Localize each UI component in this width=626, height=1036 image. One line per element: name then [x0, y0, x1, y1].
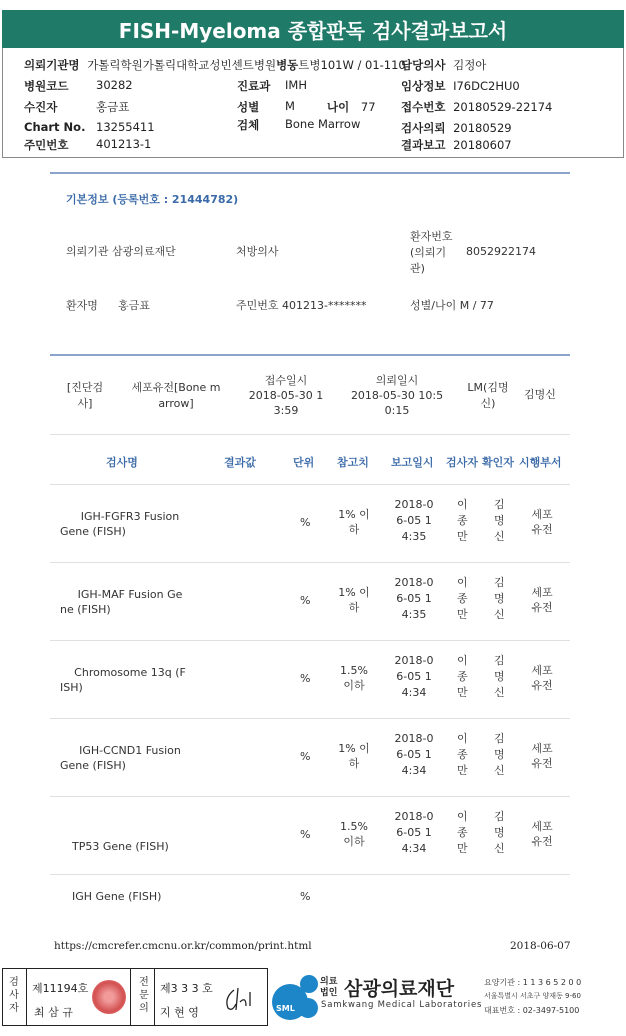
tester-char: 이: [457, 498, 468, 511]
tester-char: 이: [457, 732, 468, 745]
checker-char: 명: [494, 592, 505, 605]
report-date-cont: 6-05 1: [396, 748, 432, 761]
row-divider: [50, 484, 570, 485]
col-header-dept: 시행부서: [519, 456, 562, 469]
cyto-line2: arrow]: [158, 397, 194, 410]
print-date: 2018-06-07: [510, 940, 571, 952]
cyto-line1: 세포유전[Bone m: [131, 381, 221, 394]
col-header-ref: 참고치: [337, 456, 369, 469]
tester-char: 만: [457, 764, 468, 777]
ref-value: 1.5%: [340, 664, 368, 677]
patient-field: [24, 99, 130, 115]
lm-line1: LM(김명: [467, 381, 509, 394]
ref-value-cont: 하: [348, 757, 360, 770]
dept-value: 세포: [531, 820, 553, 833]
unit-value: %: [300, 750, 311, 763]
checker-char: 신: [494, 530, 505, 543]
report-date: 2018-0: [394, 498, 434, 511]
test-name: IGH-FGFR3 Fusion: [80, 510, 180, 523]
basic-info-title: 기본정보 (등록번호 : 21444782): [66, 193, 239, 206]
req-org-label: 의뢰기관명: [24, 58, 80, 72]
requested-line1: 2018-05-30 10:5: [350, 389, 444, 402]
tester-char: 이: [457, 810, 468, 823]
ref-value: 1% 이: [338, 508, 370, 521]
test-name-cont: ISH): [60, 681, 83, 694]
lm-line2: 신): [480, 397, 496, 410]
diag-line2: 사]: [77, 397, 93, 410]
logo-corp-line1: 의료: [320, 977, 338, 987]
logo-corp-line2: 법인: [320, 988, 338, 998]
received-datetime: [238, 374, 334, 418]
ward-label: 병동: [276, 58, 299, 72]
checker-char: 명: [494, 748, 505, 761]
row-divider: [50, 796, 570, 797]
seal-stamp-icon: [92, 980, 126, 1014]
doctor-label: 담당의사: [401, 58, 446, 72]
pt-no-label-line3: 관): [410, 262, 425, 275]
receipt-value: 20180529-22174: [453, 100, 553, 114]
role-char: 의: [139, 1003, 149, 1014]
row-divider: [50, 874, 570, 875]
checker-char: 신: [494, 608, 505, 621]
row-divider: [50, 640, 570, 641]
diag-category: [60, 381, 110, 411]
checker-char: 명: [494, 826, 505, 839]
requested-label: 의뢰일시: [375, 374, 419, 387]
prescriber-label: 처방의사: [236, 245, 279, 258]
logo-name-ko: 삼광의료재단: [344, 978, 455, 1000]
test-name: IGH-MAF Fusion Ge: [77, 588, 183, 601]
report-date: 2018-0: [394, 810, 434, 823]
tester-char: 만: [457, 842, 468, 855]
report-label: 결과보고: [401, 138, 446, 152]
report-date-cont: 4:34: [401, 764, 427, 777]
chart-value: 13255411: [96, 120, 155, 134]
col-header-unit: 단위: [293, 456, 315, 469]
unit-value: %: [300, 672, 311, 685]
checker-char: 명: [494, 514, 505, 527]
report-date-cont: 4:35: [401, 608, 427, 621]
checker-char: 김: [494, 732, 505, 745]
age-label: 나이: [327, 100, 350, 114]
print-url: https://cmcrefer.cmcnu.or.kr/common/print.html: [54, 940, 312, 952]
report-date-cont: 6-05 1: [396, 826, 432, 839]
dept-value-cont: 유전: [531, 835, 553, 848]
requested-datetime: [340, 374, 454, 418]
tester-char: 종: [457, 826, 468, 839]
receipt-field: [401, 99, 552, 115]
checker-char: 김: [494, 654, 505, 667]
pt-no-label-line1: 환자번호: [410, 230, 453, 243]
report-date: 2018-0: [394, 576, 434, 589]
test-name-cont: ne (FISH): [60, 603, 111, 616]
received-line2: 3:59: [273, 404, 299, 417]
unit-value: %: [300, 594, 311, 607]
role-specialist: [137, 977, 151, 1015]
section-divider: [50, 354, 570, 356]
clinical-field: [401, 78, 520, 94]
logo-code: 요양기관 : 1 1 3 6 5 2 0 0: [484, 978, 582, 987]
dept-label: 진료과: [237, 79, 271, 93]
dept-value: 세포: [531, 508, 553, 521]
hosp-code-field: [24, 78, 133, 94]
patient-name-value: 홍금표: [118, 299, 150, 312]
req-date-label: 검사의뢰: [401, 121, 446, 135]
report-date-cont: 6-05 1: [396, 670, 432, 683]
tester-char: 만: [457, 686, 468, 699]
doctor-field: [401, 57, 486, 73]
unit-value: %: [300, 890, 311, 903]
logo-corp: [320, 977, 337, 999]
req-date-field: [401, 120, 512, 136]
checker-char: 신: [494, 842, 505, 855]
dept-value: 세포: [531, 742, 553, 755]
role-char: 전: [139, 977, 149, 988]
ward-value: 트병101W / 01-110: [298, 58, 406, 72]
chart-field: [24, 120, 155, 134]
received-line1: 2018-05-30 1: [248, 389, 324, 402]
ref-value-cont: 이하: [343, 835, 365, 848]
patient-name-label: 환자명: [66, 299, 98, 312]
col-header-report-date: 보고일시: [391, 456, 434, 469]
requested-line2: 0:15: [384, 404, 410, 417]
ref-value: 1% 이: [338, 586, 370, 599]
tester-char: 이: [457, 576, 468, 589]
signature-icon: [222, 984, 258, 1014]
section-divider: [50, 172, 570, 174]
dept-value: 세포: [531, 586, 553, 599]
cyto-category: [124, 381, 228, 411]
tester-char: 종: [457, 592, 468, 605]
req-org-value: 가톨릭학원가톨릭대학교성빈센트병원: [87, 58, 277, 72]
checker-char: 김: [494, 498, 505, 511]
report-value: 20180607: [453, 138, 512, 152]
patient-value: 홍금표: [96, 100, 130, 114]
tester-char: 종: [457, 514, 468, 527]
col-header-checker: 확인자: [482, 456, 514, 469]
role-char: 문: [139, 990, 149, 1001]
sex-age: 성별/나이 M / 77: [410, 299, 494, 312]
specimen-label: 검체: [237, 118, 260, 132]
ref-value-cont: 하: [348, 601, 360, 614]
dept-field: [237, 78, 307, 94]
ref-value: 1% 이: [338, 742, 370, 755]
tester-char: 만: [457, 530, 468, 543]
dept-value: 세포: [531, 664, 553, 677]
report-date: 2018-0: [394, 654, 434, 667]
col-header-tester: 검사자: [446, 456, 478, 469]
report-date-cont: 4:34: [401, 842, 427, 855]
report-date: 2018-0: [394, 732, 434, 745]
receipt-label: 접수번호: [401, 100, 446, 114]
dept-value-cont: 유전: [531, 679, 553, 692]
report-date-cont: 6-05 1: [396, 592, 432, 605]
diag-line1: [진단검: [66, 381, 104, 394]
test-name: TP53 Gene (FISH): [72, 840, 169, 853]
test-name: IGH Gene (FISH): [72, 890, 162, 903]
received-label: 접수일시: [264, 374, 308, 387]
role-tester: [7, 977, 21, 1015]
hosp-code-value: 30282: [96, 78, 133, 92]
sex-value: M: [285, 99, 295, 113]
tester-license: 제11194호: [32, 982, 89, 995]
id-label: 주민번호: [24, 138, 69, 152]
checker-char: 김: [494, 810, 505, 823]
header-row-1: [24, 57, 406, 73]
tester-char: 이: [457, 654, 468, 667]
specimen-value: Bone Marrow: [285, 117, 361, 131]
specimen-field: [237, 117, 361, 133]
row-divider: [50, 562, 570, 563]
clinical-value: I76DC2HU0: [453, 79, 520, 93]
test-name: IGH-CCND1 Fusion: [79, 744, 181, 757]
dept-value-cont: 유전: [531, 601, 553, 614]
resident-id: 주민번호 401213-*******: [236, 299, 367, 312]
clinical-label: 임상정보: [401, 79, 446, 93]
id-value: 401213-1: [96, 137, 152, 151]
role-char: 사: [9, 990, 19, 1001]
report-field: [401, 137, 512, 153]
ref-value-cont: 하: [348, 523, 360, 536]
age-value: 77: [360, 100, 376, 114]
logo-tel: 대표번호 : 02-3497-5100: [484, 1006, 580, 1015]
sex-label: 성별: [237, 100, 260, 114]
sex-field: [237, 99, 295, 115]
req-org-text: 의뢰기관 삼광의료재단: [66, 245, 176, 258]
col-header-test: 검사명: [106, 456, 138, 469]
checker-char: 신: [494, 686, 505, 699]
report-date-cont: 4:34: [401, 686, 427, 699]
role-char: 자: [9, 1003, 19, 1014]
report-date-cont: 4:35: [401, 530, 427, 543]
pt-no-label: [410, 230, 453, 276]
checker-char: 김: [494, 576, 505, 589]
lm-name: 김명신: [524, 388, 556, 401]
unit-value: %: [300, 516, 311, 529]
tester-char: 만: [457, 608, 468, 621]
test-name: Chromosome 13q (F: [74, 666, 186, 679]
pt-no-value: 8052922174: [466, 245, 536, 258]
hosp-code-label: 병원코드: [24, 79, 69, 93]
dept-value-cont: 유전: [531, 757, 553, 770]
ref-value: 1.5%: [340, 820, 368, 833]
test-name-cont: Gene (FISH): [60, 525, 126, 538]
specialist-name: 지 현 영: [160, 1006, 199, 1019]
req-date-value: 20180529: [453, 121, 512, 135]
report-title: FISH-Myeloma 종합판독 검사결과보고서: [2, 10, 624, 48]
id-field: [24, 137, 152, 153]
checker-char: 신: [494, 764, 505, 777]
logo-sml: SML: [276, 1004, 295, 1013]
chart-label: Chart No.: [24, 120, 86, 134]
specialist-license: 제3 3 3 호: [160, 982, 213, 995]
role-char: 검: [9, 977, 19, 988]
pt-no-label-line2: (의뢰기: [410, 246, 447, 259]
checker-char: 명: [494, 670, 505, 683]
row-divider: [50, 718, 570, 719]
logo-addr: 서울특별시 서초구 양재동 9-60: [484, 992, 581, 1000]
tester-char: 종: [457, 670, 468, 683]
unit-value: %: [300, 828, 311, 841]
dept-value: IMH: [285, 78, 307, 92]
logo-name-en: Samkwang Medical Laboratories: [321, 1000, 483, 1010]
row-divider: [50, 434, 570, 435]
tester-char: 종: [457, 748, 468, 761]
dept-value-cont: 유전: [531, 523, 553, 536]
tester-name: 최 삼 규: [34, 1006, 73, 1019]
lm-field: [460, 381, 516, 411]
doctor-value: 김정아: [453, 58, 487, 72]
patient-label: 수진자: [24, 100, 58, 114]
col-header-result: 결과값: [224, 456, 256, 469]
ref-value-cont: 이하: [343, 679, 365, 692]
age-field: [327, 99, 376, 115]
report-date-cont: 6-05 1: [396, 514, 432, 527]
test-name-cont: Gene (FISH): [60, 759, 126, 772]
